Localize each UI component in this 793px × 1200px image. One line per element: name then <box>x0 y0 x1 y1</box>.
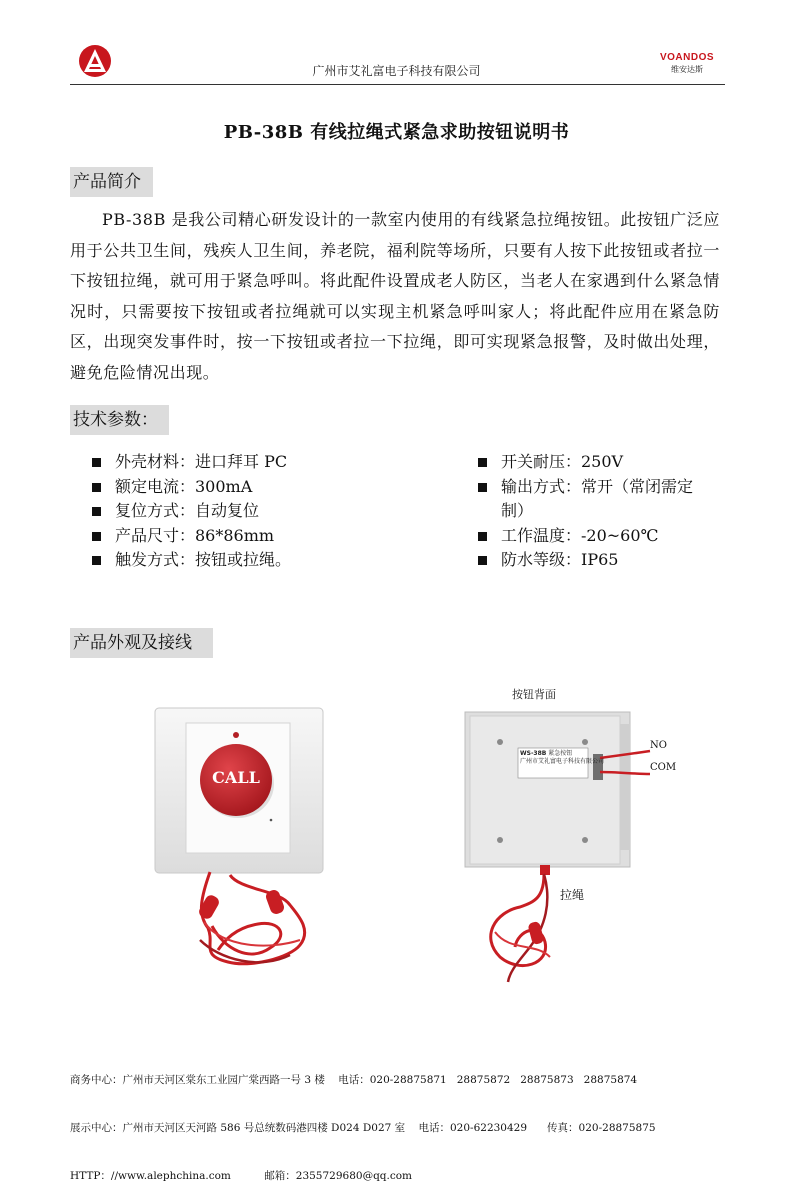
spec-text: 复位方式：自动复位 <box>115 501 260 520</box>
document-title: PB-38B 有线拉绳式紧急求助按钮说明书 <box>223 122 570 143</box>
bullet-icon <box>478 483 487 492</box>
bullet-icon <box>478 532 487 541</box>
wire-no-label: NO <box>650 740 667 751</box>
intro-paragraph <box>70 205 720 388</box>
back-label-company: 广州市艾礼富电子科技有限公司 <box>520 758 605 765</box>
brand-logo <box>652 52 722 75</box>
footer-showroom: 展示中心：广州市天河区天河路 586 号总统数码港四楼 D024 D027 室 电话：020-62230429 传真：020-28875875 <box>70 1122 656 1134</box>
spec-item <box>478 450 708 475</box>
spec-text: 额定电流：300mA <box>115 476 253 496</box>
spec-text: 开关耐压：250V <box>501 452 624 471</box>
bullet-icon <box>92 556 101 565</box>
spec-item <box>478 524 708 549</box>
spec-text: 输出方式：常开（常闭需定制） <box>501 476 694 520</box>
bullet-icon <box>478 458 487 467</box>
product-front-photo <box>140 700 350 1000</box>
spec-item <box>92 548 392 573</box>
footer <box>70 1040 730 1200</box>
bullet-icon <box>478 556 487 565</box>
wire-com-label: COM <box>650 762 677 773</box>
back-label <box>520 750 604 766</box>
spec-text: 防水等级：IP65 <box>501 550 619 569</box>
spec-text: 外壳材料：进口拜耳 PC <box>115 452 288 471</box>
footer-web-email: HTTP：//www.alephchina.com 邮箱：2355729680@qq.com <box>70 1170 413 1182</box>
spec-item <box>92 450 392 475</box>
spec-text: 触发方式：按钮或拉绳。 <box>115 550 292 569</box>
bullet-icon <box>92 507 101 516</box>
spec-item <box>92 475 392 500</box>
bullet-icon <box>92 532 101 541</box>
cord-label: 拉绳 <box>560 888 585 902</box>
spec-text: 工作温度：-20~60℃ <box>501 525 659 545</box>
specs-list-right <box>478 450 708 573</box>
back-caption: 按钮背面 <box>512 688 556 701</box>
product-back-photo <box>440 680 700 1000</box>
call-button-label: CALL <box>212 768 260 787</box>
section-heading-appearance: 产品外观及接线 <box>70 628 213 658</box>
specs-list-left <box>92 450 392 573</box>
spec-text: 产品尺寸：86*86mm <box>115 525 275 545</box>
header-divider <box>70 84 725 85</box>
brand-name: VOANDOS <box>659 52 715 63</box>
back-label-name: 紧急按钮 <box>548 750 573 757</box>
intro-text: PB-38B 是我公司精心研发设计的一款室内使用的有线紧急拉绳按钮。此按钮广泛应用于公共卫生间，残疾人卫生间，养老院，福利院等场所，只要有人按下此按钮或者拉一下按钮拉绳，就可用于紧急呼叫。将此配件设置成老人防区，当老人在家遇到什么紧急情况时，只需要按下按钮或者拉绳就可以实现主机紧急呼叫家人；将此配件应用在紧急防区，出现突发事件时，按一下按钮或者拉一下拉绳，即可实现紧急报警，及时做出处理，避免危险情况出现。 <box>70 210 720 382</box>
spec-item <box>92 524 392 549</box>
back-label-model: WS-38B <box>520 750 547 757</box>
company-name: 广州市艾礼富电子科技有限公司 <box>312 64 481 78</box>
spec-item <box>478 475 708 524</box>
spec-item <box>478 548 708 573</box>
spec-item <box>92 499 392 524</box>
bullet-icon <box>92 458 101 467</box>
section-heading-intro: 产品简介 <box>70 167 153 197</box>
brand-subtitle: 维安达斯 <box>671 65 703 74</box>
bullet-icon <box>92 483 101 492</box>
section-heading-specs: 技术参数： <box>70 405 169 435</box>
footer-business-center: 商务中心：广州市天河区棠东工业园广棠西路一号 3 楼 电话：020-28875871 28875872 28875873 28875874 <box>70 1074 638 1086</box>
